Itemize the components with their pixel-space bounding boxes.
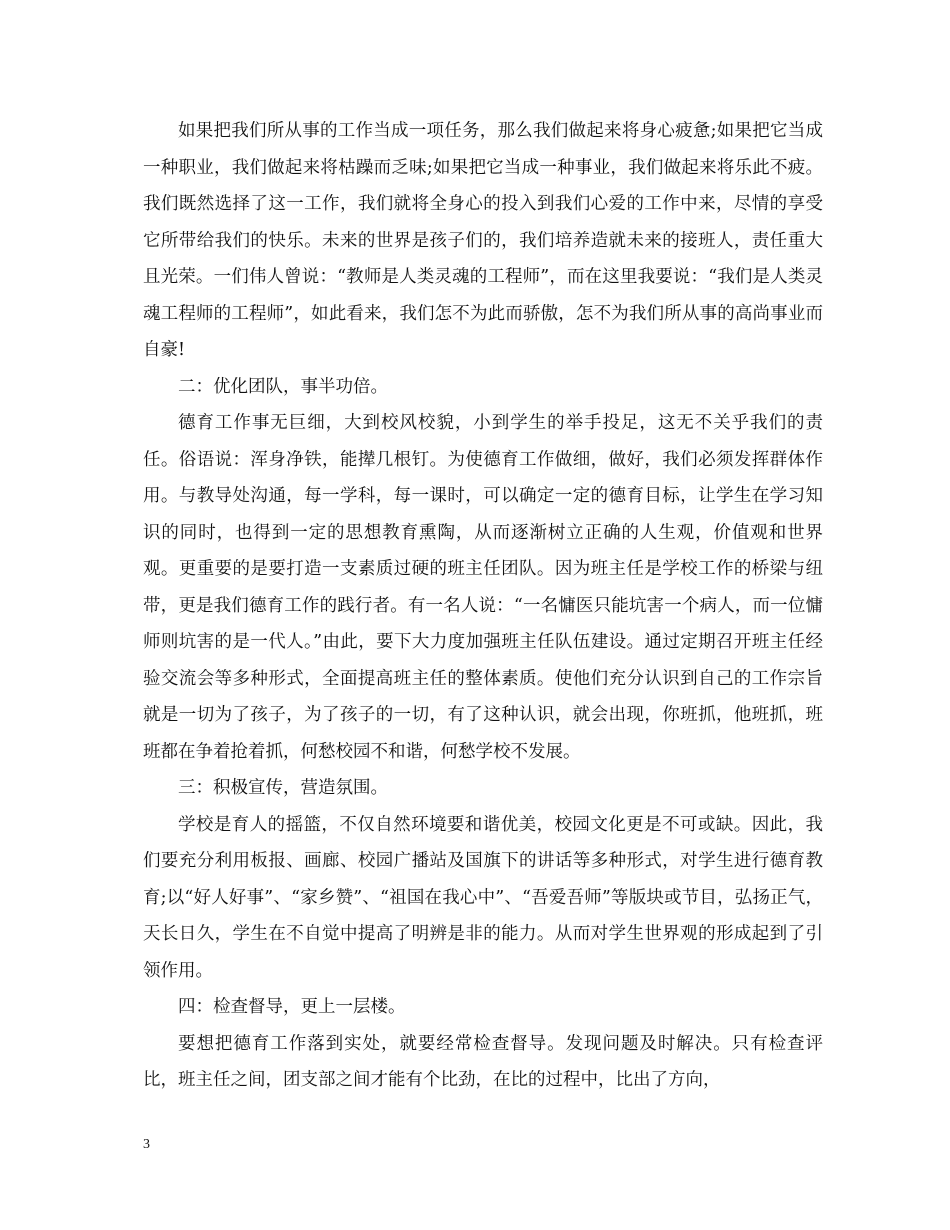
document-body xyxy=(143,113,823,1099)
heading-promotion: 三：积极宣传，营造氛围。 xyxy=(178,778,388,798)
heading-inspection: 四：检查督导，更上一层楼。 xyxy=(178,997,406,1017)
page-number: 3 xyxy=(143,1137,150,1152)
paragraph-inspection: 要想把德育工作落到实处，就要经常检查督导。发现问题及时解决。只有检查评比，班主任之间，团支部之间才能有个比劲，在比的过程中，比出了方向， xyxy=(143,1033,823,1090)
paragraph-career-attitude: 如果把我们所从事的工作当成一项任务，那么我们做起来将身心疲惫;如果把它当成一种职业，我们做起来将枯躁而乏味;如果把它当成一种事业，我们做起来将乐此不疲。我们既然选择了这一工作，我们就将全身心的投入到我们心爱的工作中来，尽情的享受它所带给我们的快乐。未来的世界是孩子们的，我们培养造就未来的接班人，责任重大且光荣。一们伟人曾说：“教师是人类灵魂的工程师”，而在这里我要说：“我们是人类灵魂工程师的工程师”，如此看来，我们怎不为此而骄傲，怎不为我们所从事的高尚事业而自豪! xyxy=(143,121,823,360)
paragraph-campus-culture: 学校是育人的摇篮，不仅自然环境要和谐优美，校园文化更是不可或缺。因此，我们要充分利用板报、画廊、校园广播站及国旗下的讲话等多种形式，对学生进行德育教育;以“好人好事”、“家乡赞”、“祖国在我心中”、“吾爱吾师”等版块或节目，弘扬正气，天长日久，学生在不自觉中提高了明辨是非的能力。从而对学生世界观的形成起到了引领作用。 xyxy=(143,814,823,981)
paragraph-team-building: 德育工作事无巨细，大到校风校貌，小到学生的举手投足，这无不关乎我们的责任。俗语说：浑身净铁，能撵几根钉。为使德育工作做细，做好，我们必须发挥群体作用。与教导处沟通，每一学科，每一课时，可以确定一定的德育目标，让学生在学习知识的同时，也得到一定的思想教育熏陶，从而逐渐树立正确的人生观，价值观和世界观。更重要的是要打造一支素质过硬的班主任团队。因为班主任是学校工作的桥梁与纽带，更是我们德育工作的践行者。有一名人说：“一名慵医只能坑害一个病人，而一位慵师则坑害的是一代人。”由此，要下大力度加强班主任队伍建设。通过定期召开班主任经验交流会等多种形式，全面提高班主任的整体素质。使他们充分认识到自己的工作宗旨就是一切为了孩子，为了孩子的一切，有了这种认识，就会出现，你班抓，他班抓，班班都在争着抢着抓，何愁校园不和谐，何愁学校不发展。 xyxy=(143,413,823,762)
heading-optimize-team: 二：优化团队，事半功倍。 xyxy=(178,376,388,397)
